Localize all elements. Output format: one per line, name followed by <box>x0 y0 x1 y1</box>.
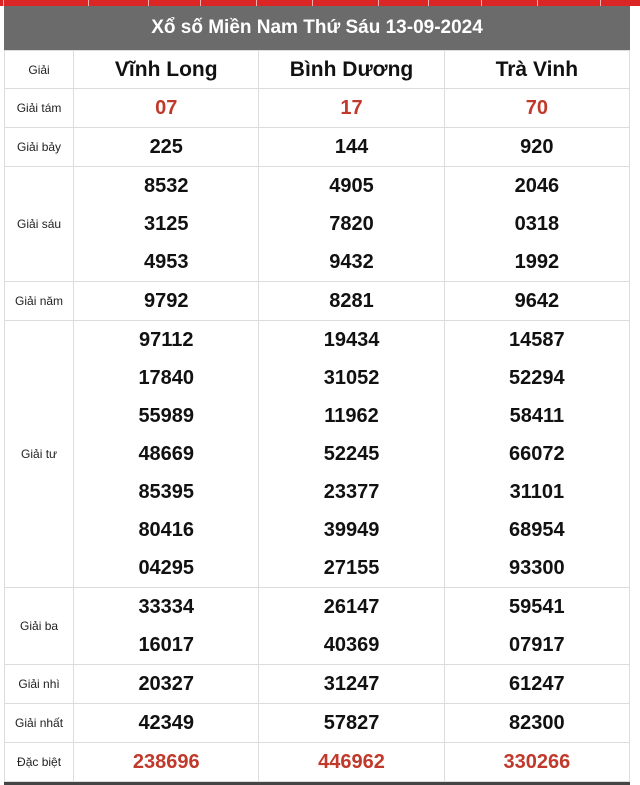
prize-row <box>5 167 630 282</box>
result-cell <box>444 128 629 167</box>
result-number: 52294 <box>509 367 565 389</box>
lottery-results <box>4 6 630 782</box>
result-number: 1992 <box>514 251 560 273</box>
result-number: 33334 <box>138 596 195 618</box>
prize-row <box>5 128 630 167</box>
result-cell <box>444 321 629 588</box>
result-number: 17 <box>340 97 363 119</box>
prize-row <box>5 282 630 321</box>
result-number: 9792 <box>144 290 189 312</box>
result-number: 55989 <box>138 405 195 427</box>
result-number: 238696 <box>132 751 200 773</box>
result-number: 31247 <box>323 673 380 695</box>
result-number: 57827 <box>323 712 380 734</box>
result-cell <box>259 89 444 128</box>
prize-label: Giải ba <box>5 588 74 665</box>
result-cell <box>74 167 259 282</box>
result-cell <box>259 665 444 704</box>
result-number: 68954 <box>509 519 565 541</box>
prize-label: Giải nhất <box>5 704 74 743</box>
result-number: 11962 <box>324 405 379 427</box>
prize-column-header: Giải <box>5 51 74 89</box>
result-number: 31101 <box>509 481 565 503</box>
result-number: 85395 <box>138 481 195 503</box>
result-number: 8532 <box>144 175 189 197</box>
prize-label: Giải tám <box>5 89 74 128</box>
result-cell <box>74 282 259 321</box>
result-cell <box>74 704 259 743</box>
result-number: 19434 <box>323 329 380 351</box>
result-number: 4953 <box>144 251 189 273</box>
results-table <box>4 50 630 782</box>
result-cell <box>444 282 629 321</box>
province-name[interactable]: Vĩnh Long <box>74 51 259 89</box>
result-number: 16017 <box>138 634 195 656</box>
result-number: 3125 <box>144 213 189 235</box>
result-number: 14587 <box>509 329 565 351</box>
result-cell <box>74 665 259 704</box>
result-cell <box>259 321 444 588</box>
result-number: 61247 <box>509 673 565 695</box>
results-title: Xổ số Miền Nam Thứ Sáu 13-09-2024 <box>4 6 630 50</box>
result-number: 48669 <box>138 443 195 465</box>
result-cell <box>259 128 444 167</box>
prize-row <box>5 665 630 704</box>
prize-row <box>5 321 630 588</box>
result-number: 27155 <box>323 557 380 579</box>
result-cell <box>444 665 629 704</box>
result-cell <box>444 588 629 665</box>
result-cell <box>259 588 444 665</box>
result-cell <box>74 89 259 128</box>
result-number: 9642 <box>514 290 560 312</box>
prize-label: Giải sáu <box>5 167 74 282</box>
prize-label: Giải tư <box>5 321 74 588</box>
result-number: 144 <box>334 136 369 158</box>
prize-label: Giải nhì <box>5 665 74 704</box>
result-number: 59541 <box>509 596 565 618</box>
result-number: 40369 <box>323 634 380 656</box>
result-number: 39949 <box>323 519 380 541</box>
result-number: 07 <box>155 97 178 119</box>
prize-label: Giải năm <box>5 282 74 321</box>
result-cell <box>444 704 629 743</box>
result-number: 7820 <box>329 213 374 235</box>
prize-row <box>5 89 630 128</box>
result-cell <box>259 743 444 782</box>
result-number: 80416 <box>138 519 195 541</box>
result-number: 26147 <box>323 596 380 618</box>
result-number: 31052 <box>323 367 380 389</box>
result-number: 04295 <box>138 557 195 579</box>
result-cell <box>444 743 629 782</box>
result-cell <box>444 167 629 282</box>
result-number: 330266 <box>503 751 571 773</box>
result-number: 52245 <box>323 443 380 465</box>
result-number: 58411 <box>509 405 565 427</box>
result-cell <box>74 588 259 665</box>
result-number: 20327 <box>138 673 195 695</box>
result-number: 70 <box>525 97 548 119</box>
result-number: 42349 <box>138 712 195 734</box>
result-number: 4905 <box>329 175 374 197</box>
result-cell <box>259 282 444 321</box>
result-number: 225 <box>149 136 183 158</box>
result-number: 23377 <box>323 481 380 503</box>
result-number: 97112 <box>138 329 194 351</box>
province-name[interactable]: Bình Dương <box>259 51 444 89</box>
result-number: 17840 <box>138 367 195 389</box>
province-header-row <box>5 51 630 89</box>
prize-row <box>5 704 630 743</box>
result-cell <box>259 167 444 282</box>
prize-row <box>5 588 630 665</box>
result-number: 93300 <box>509 557 565 579</box>
result-number: 2046 <box>514 175 560 197</box>
province-name[interactable]: Trà Vinh <box>444 51 629 89</box>
result-cell <box>74 743 259 782</box>
result-number: 920 <box>520 136 554 158</box>
result-cell <box>444 89 629 128</box>
result-cell <box>74 321 259 588</box>
result-number: 0318 <box>514 213 560 235</box>
result-number: 446962 <box>318 751 385 773</box>
result-cell <box>259 704 444 743</box>
result-number: 9432 <box>329 251 374 273</box>
result-number: 82300 <box>509 712 565 734</box>
result-number: 8281 <box>329 290 374 312</box>
result-cell <box>74 128 259 167</box>
prize-row <box>5 743 630 782</box>
prize-label: Giải bảy <box>5 128 74 167</box>
result-number: 07917 <box>509 634 565 656</box>
result-number: 66072 <box>509 443 565 465</box>
prize-label: Đặc biệt <box>5 743 74 782</box>
